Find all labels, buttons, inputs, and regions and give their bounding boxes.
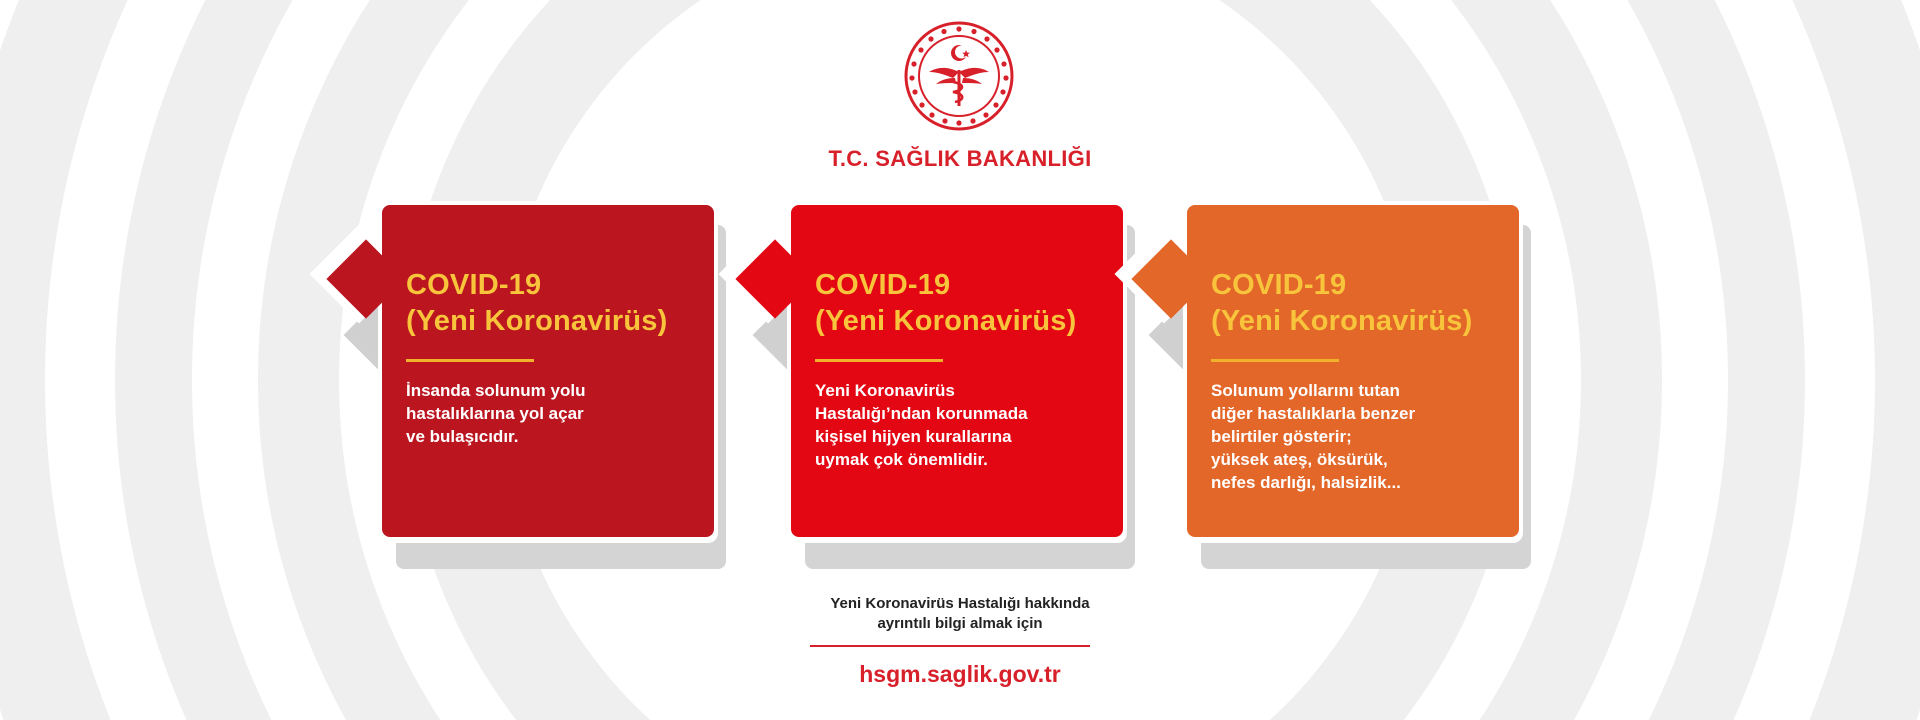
- card-divider: [1211, 359, 1339, 362]
- card-title-line2: (Yeni Koronavirüs): [406, 305, 668, 337]
- card-body: Yeni Koronavirüs Hastalığı’ndan korunmada kişisel hijyen kurallarına uymak çok önemlidir.: [815, 381, 1028, 469]
- card-body: İnsanda solunum yolu hastalıklarına yol açar ve bulaşıcıdır.: [406, 381, 586, 446]
- ministry-name: T.C. SAĞLIK BAKANLIĞI: [828, 146, 1092, 171]
- card-title: [1211, 267, 1495, 339]
- footer-divider: [810, 645, 1090, 647]
- card-title-line1: COVID-19: [406, 269, 542, 301]
- card-title: [406, 267, 690, 339]
- card-panel: [791, 205, 1123, 537]
- info-card-symptoms: [1187, 205, 1527, 570]
- card-title-line1: COVID-19: [815, 269, 951, 301]
- card-title-line1: COVID-19: [1211, 269, 1347, 301]
- info-card-transmission: [382, 205, 722, 570]
- card-title-line2: (Yeni Koronavirüs): [1211, 305, 1473, 337]
- website-link[interactable]: hsgm.saglik.gov.tr: [859, 661, 1061, 687]
- card-divider: [406, 359, 534, 362]
- card-title-line2: (Yeni Koronavirüs): [815, 305, 1077, 337]
- footer-info-text: Yeni Koronavirüs Hastalığı hakkında ayrıntılı bilgi almak için: [830, 595, 1090, 632]
- ministry-of-health-seal-icon: [903, 20, 1015, 132]
- card-panel: [1187, 205, 1519, 537]
- card-title: [815, 267, 1099, 339]
- card-panel: [382, 205, 714, 537]
- card-divider: [815, 359, 943, 362]
- card-body: Solunum yollarını tutan diğer hastalıklarla benzer belirtiler gösterir; yüksek ateş, öksürük, nefes darlığı, halsizlik...: [1211, 381, 1416, 492]
- info-card-hygiene: [791, 205, 1131, 570]
